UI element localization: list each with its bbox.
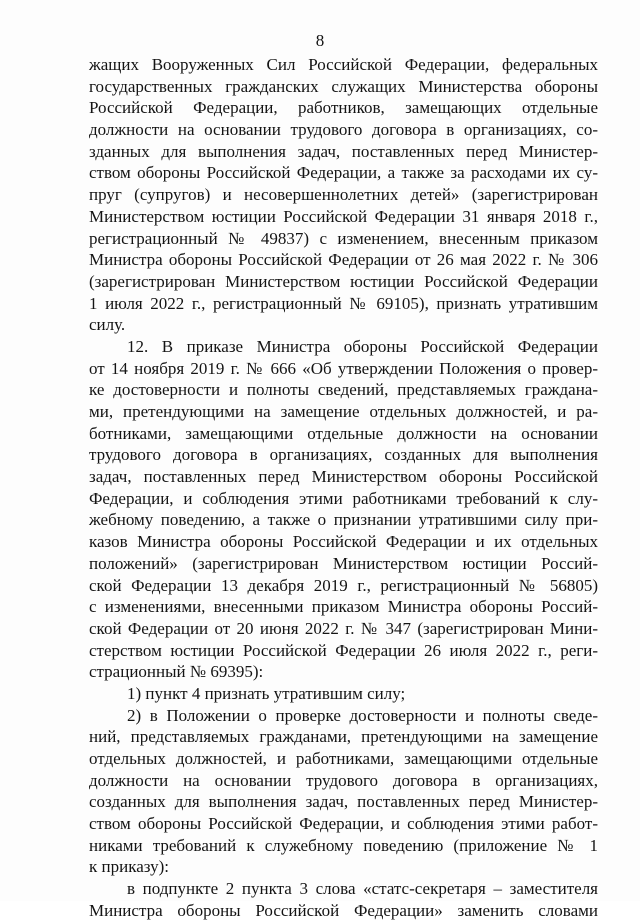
text-line: задач, поставленных перед Министерством обороны Российской (89, 467, 598, 487)
text-line: пруг (супругов) и несовершеннолетних детей» (зарегистрирован (89, 185, 598, 205)
text-line: 12. В приказе Министра обороны Российской Федерации (127, 336, 598, 356)
text-line: Министра обороны Российской Федерации» заменить словами (89, 900, 598, 920)
text-line: ством обороны Российской Федерации, и соблюдения этими работ- (89, 814, 598, 834)
text-line: к приказу): (89, 857, 169, 877)
text-line: от 14 ноября 2019 г. № 666 «Об утверждении Положения о провер- (89, 358, 598, 378)
text-line: 1) пункт 4 признать утратившим силу; (127, 683, 406, 703)
text-line: Федерации, и соблюдения этими работниками требований к слу- (89, 488, 598, 508)
text-line: стерством юстиции Российской Федерации 26 июля 2022 г., реги- (89, 640, 598, 660)
text-line: ний, представляемых гражданами, претендующими на замещение (89, 727, 598, 747)
text-line: Министра обороны Российской Федерации от 26 мая 2022 г. № 306 (89, 250, 598, 270)
text-line: ской Федерации 13 декабря 2019 г., регистрационный № 56805) (89, 575, 598, 595)
text-line: зданных для выполнения задач, поставленных перед Министер- (89, 141, 598, 161)
text-line: должности на основании трудового договора в организациях, со- (89, 120, 598, 140)
text-line: ством обороны Российской Федерации, а также за расходами их су- (89, 163, 598, 183)
text-line: жащих Вооруженных Сил Российской Федерации, федеральных (89, 55, 598, 74)
text-line: должности на основании трудового договора в организациях, (89, 770, 598, 790)
text-line: положений» (зарегистрирован Министерством юстиции Россий- (89, 553, 598, 573)
text-line: отдельных должностей, и работниками, замещающими отдельные (89, 749, 598, 768)
document-body (89, 54, 598, 922)
text-line: силу. (89, 315, 126, 335)
text-line: (зарегистрирован Министерством юстиции Российской Федерации (89, 271, 598, 291)
text-line: Российской Федерации, работников, замещающих отдельные (89, 98, 598, 118)
text-line: трудового договора в организациях, созданных для выполнения (89, 445, 598, 465)
text-line: ботниками, замещающими отдельные должности на основании (89, 423, 598, 443)
text-line: Министерством юстиции Российской Федерации 31 января 2018 г., (89, 206, 598, 226)
text-line: страционный № 69395): (89, 662, 264, 682)
text-line: ми, претендующими на замещение отдельных должностей, и ра- (89, 402, 598, 421)
text-line: регистрационный № 49837) с изменением, внесенным приказом (89, 228, 598, 248)
text-line: в подпункте 2 пункта 3 слова «статс-секретаря – заместителя (127, 879, 598, 899)
text-line: 2) в Положении о проверке достоверности и полноты сведе- (127, 705, 598, 725)
text-line: 1 июля 2022 г., регистрационный № 69105), признать утратившим (89, 293, 598, 313)
text-line: никами требований к служебному поведению (приложение № 1 (89, 835, 598, 855)
text-line: с изменениями, внесенными приказом Министра обороны Россий- (89, 597, 598, 617)
text-line: казов Министра обороны Российской Федерации и их отдельных (89, 532, 598, 552)
text-line: созданных для выполнения задач, поставленных перед Министер- (89, 792, 598, 812)
page-number: 8 (315, 31, 325, 50)
text-line: ке достоверности и полноты сведений, представляемых граждана- (89, 380, 598, 400)
text-line: жебному поведению, а также о признании утратившими силу при- (89, 510, 598, 530)
text-line: ской Федерации от 20 июня 2022 г. № 347 (зарегистрирован Мини- (89, 618, 598, 638)
text-line: государственных гражданских служащих Министерства обороны (89, 76, 598, 96)
